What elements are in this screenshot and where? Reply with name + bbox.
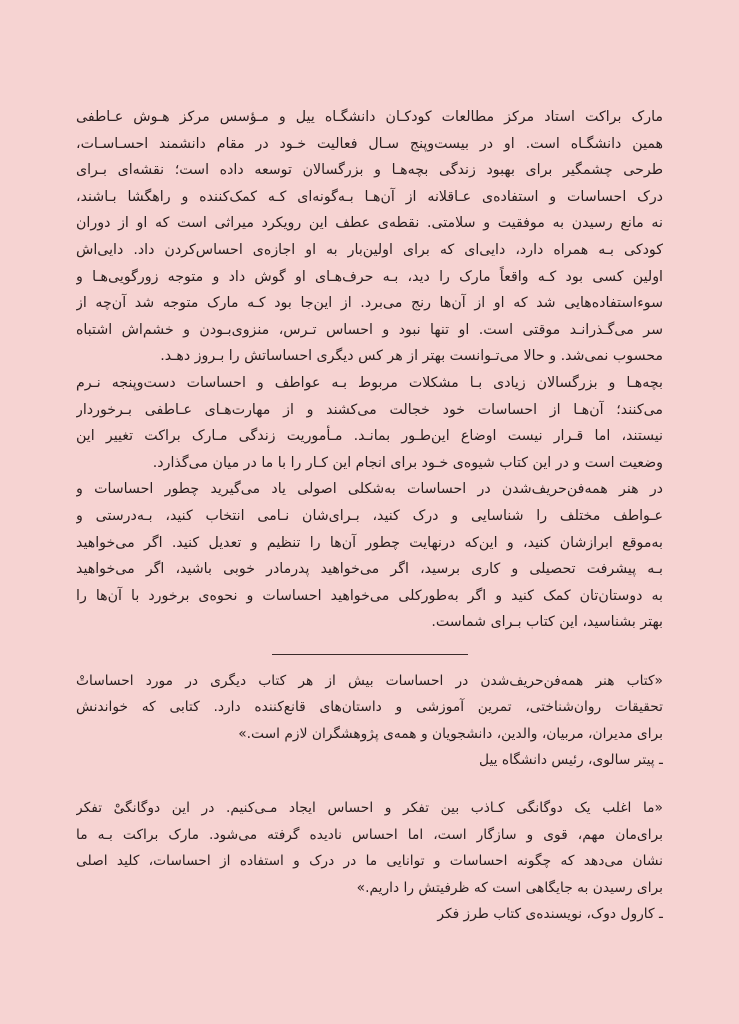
description-line: در هنر همه‌فن‌حریف‌شدن در احساسات به‌شکلی اصولی یاد می‌گیرید چطور احساسات و	[76, 481, 663, 498]
description-line: وضعیت است و در این کتاب شیوه‌ی خـود برای انجام این کـار را با ما در میان می‌گذارد.	[152, 454, 663, 471]
description-line: کودکی بـه همراه دارد، دایی‌ای که برای اولین‌بار به او اجازه‌ی احساس‌کردن داد. دایی‌اش	[76, 241, 663, 258]
quote-line: نشان می‌دهد که چگونه احساسات و توانایی ما در درک و استفاده از احساسات، کلید اصلی	[76, 853, 663, 870]
description-line: همین دانشگـاه است. او در بیست‌وپنج سـال فعالیت خـود در مقام دانشمند احسـاسـات،	[76, 135, 663, 152]
book-description	[76, 104, 663, 636]
quote-attribution: ـ پیتر سالوی، رئیس دانشگاه ییل	[479, 752, 663, 769]
description-line: بـه پیشرفت تحصیلی و کاری برسید، اگر می‌خواهید پدرمادر خوبی باشید، اگر می‌خواهید	[76, 561, 663, 578]
back-cover-text	[76, 104, 663, 927]
quote-line: برای رسیدن به جایگاهی است که ظرفیتش را داریم.»	[356, 879, 663, 896]
quote-line: «کتاب هنر همه‌فن‌حریف‌شدن در احساسات بیش از هر کتاب دیگری در مورد احساساتْ	[76, 672, 663, 689]
description-line: سوءاستفاده‌هایی شد که او از آن‌ها رنج می‌برد. از این‌جا بود کـه مارک متوجه شد آن‌چه از	[76, 295, 663, 312]
endorsement-quote	[76, 668, 663, 774]
description-line: عـواطف مختلف را شناسایی و درک کنید، بـرای‌شان نـامی انتخاب کنید، بـه‌درستی و	[76, 507, 663, 524]
description-line: به دوستان‌تان کمک کنید و اگر به‌طورکلی می‌خواهید احساسات و نحوه‌ی برخورد با آن‌ها را	[76, 587, 663, 604]
description-line: نیستند، اما قـرار نیست اوضاع این‌طـور بمانـد. مـأموریت زندگی مـارک براکت تغییر این	[76, 428, 663, 445]
description-line: بهتر بشناسید، این کتاب بـرای شماست.	[431, 614, 663, 631]
quote-attribution: ـ کارول دوک، نویسنده‌ی کتاب طرز فکر	[437, 906, 663, 922]
description-line: محسوب نمی‌شد. و حالا می‌تـوانست بهتر از هر کس دیگری احساساتش را بـروز دهـد.	[160, 348, 663, 365]
quote-line: تحقیقات روان‌شناختی، تمرین آموزشی و داستان‌های قانع‌کننده دارد. کتابی که خواندنش	[76, 699, 663, 716]
quote-line: «ما اغلب یک دوگانگی کـاذب بین تفکر و احساس ایجاد مـی‌کنیم. در این دوگانگیْ تفکر	[76, 800, 663, 817]
description-line: اولین کسی بود کـه واقعاً مارک را دید، بـه حرف‌هـای او گوش داد و متوجه زورگویی‌هـا و	[76, 268, 663, 285]
description-line: نه مانع رسیدن به موفقیت و سلامتی. نقطه‌ی عطف این رویکرد میراثی است که او از دوران	[76, 215, 663, 232]
endorsement-quote	[76, 795, 663, 927]
description-line: بچه‌هـا و بزرگسالان زیادی بـا مشکلات مربوط بـه عواطف و احساسات دست‌وپنجه نـرم	[76, 374, 663, 391]
quote-line: برای مدیران، مربیان، والدین، دانشجویان و همه‌ی پژوهشگران لازم است.»	[238, 725, 663, 742]
description-line: می‌کنند؛ آن‌هـا از احساسات خود خجالت می‌کشند و از مهارت‌هـای عـاطفی بـرخوردار	[76, 401, 663, 418]
description-line: مارک براکت استاد مرکز مطالعات کودکـان دانشگـاه ییل و مـؤسس مرکز هـوش عـاطفی	[76, 109, 663, 125]
description-line: درک احساسات و استفاده‌ی عـاقلانه از آن‌هـا بـه‌گونه‌ای کـه کمک‌کننده و راهگشا بـاشند،	[76, 188, 663, 205]
section-divider	[272, 654, 468, 655]
description-line: به‌موقع ابرازشان کنید، و این‌که درنهایت چطور آن‌ها را تنظیم و تعدیل کنید. اگر می‌خواهید	[76, 534, 663, 551]
description-line: سر می‌گـذرانـد موقتی است. او تنها نبود و احساس تـرس، منزوی‌بـودن و خشم‌اش اشتباه	[76, 321, 663, 338]
description-line: طرحی چشمگیر برای بهبود زندگی بچه‌هـا و بزرگسالان توسعه داده است؛ نقشه‌ای بـرای	[76, 162, 663, 179]
quote-line: برای‌مان مهم، قوی و سازگار است، اما احساس نادیده گرفته می‌شود. مارک براکت بـه ما	[76, 826, 663, 843]
quote-spacer	[76, 773, 663, 795]
